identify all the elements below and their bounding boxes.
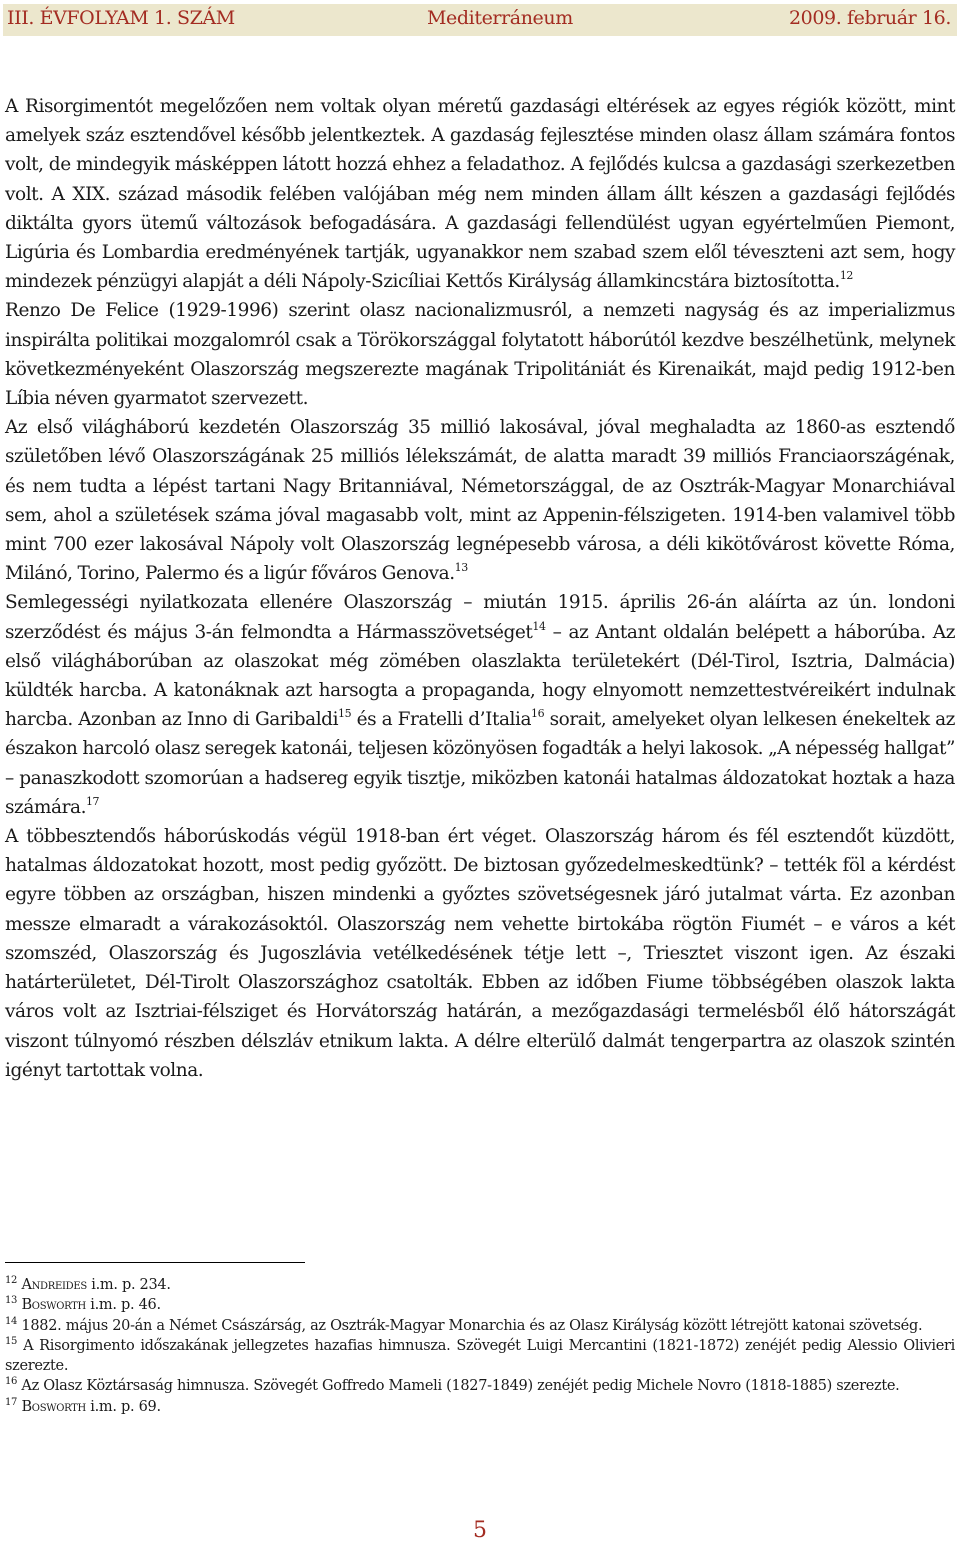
footnote-text: i.m. p. 46. — [85, 1297, 161, 1314]
header-issue: III. ÉVFOLYAM 1. SZÁM — [7, 7, 235, 29]
footnote-number: 17 — [5, 1396, 18, 1408]
footnote-text: i.m. p. 234. — [86, 1277, 171, 1293]
footnote-ref[interactable]: 14 — [532, 619, 546, 633]
footnote — [5, 1397, 955, 1417]
paragraph-text: A többesztendős háborúskodás végül 1918-ban ért véget. Olaszország három és fél esztendőt küzdött, hatalmas áldozatokat hozott, most pedig győzött. De biztosan győzedelmeskedtünk? – tették föl a kérdést egyre többen az országban, hiszen mindenki a győztes szövetségesnek járó jutalmat várta. Ez azonban messze elmaradt a várakozásoktól. Olaszország nem vehette birtokába rögtön Fiumét – e város a két szomszéd, Olaszország és Jugoszlávia vetélkedésének tétje lett –, Triesztet viszont igen. Az északi határterületet, Dél-Tirolt Olaszországhoz csatolták. Ebben az időben Fiume többségében olaszok lakta város volt az Isztriai-félsziget és Horvátország határán, a mezőgazdasági termelésből élő hátországát viszont túlnyomó részben délszláv etnikum lakta. A délre elterülő dalmát tengerpartra az olaszok szintén igényt tartottak volna. — [5, 826, 955, 1081]
footnote-text: A Risorgimento időszakának jellegzetes hazafias himnusza. Szövegét Luigi Mercantini (1821-1872) zenéjét pedig Alessio Olivieri szerezte. — [5, 1337, 955, 1375]
footnote-text: 1882. május 20-án a Német Császárság, az Osztrák-Magyar Monarchia és az Olasz Királyság között létrejött katonai szövetség. — [17, 1317, 923, 1334]
paragraph — [5, 296, 955, 413]
paragraph — [5, 822, 955, 1085]
running-header — [3, 4, 957, 36]
paragraph-text: Semlegességi nyilatkozata ellenére Olaszország – miután 1915. április 26-án aláírta az ún. londoni szerződést és május 3-án felmondta a Hármasszövetséget — [5, 592, 955, 643]
footnote-ref[interactable]: 12 — [839, 269, 853, 283]
footnote-number: 15 — [5, 1335, 18, 1347]
paragraph-text: A Risorgimentót megelőzően nem voltak olyan méretű gazdasági eltérések az egyes régiók között, mint amelyek száz esztendővel később jelentkeztek. A gazdaság fejlesztése minden olasz állam számára fontos volt, de mindegyik másképpen látott hozzá ehhez a feladathoz. A fejlődés kulcsa a gazdasági szerkezetben volt. A XIX. század második felében valójában még nem minden állam állt készen a gazdasági fejlődés diktálta gyors ütemű változások befogadására. A gazdasági fellendülést ugyan egyértelműen Piemont, Ligúria és Lombardia eredményének tartják, ugyanakkor nem szabad szem elől téveszteni azt sem, hogy mindezek pénzügyi alapját a déli Nápoly-Szicíliai Kettős Királyság államkincstára biztosította. — [5, 96, 955, 293]
paragraph — [5, 413, 955, 588]
footnote — [5, 1275, 955, 1295]
footnote-ref[interactable]: 15 — [338, 707, 352, 721]
footnote-text: i.m. p. 69. — [85, 1398, 161, 1415]
page-number: 5 — [473, 1518, 487, 1543]
header-date: 2009. február 16. — [788, 7, 951, 29]
footnote-number: 16 — [5, 1376, 18, 1388]
footnote-number: 13 — [5, 1295, 18, 1307]
footnotes — [5, 1275, 955, 1417]
paragraph-text: – az Antant oldalán belépett a háborúba. Az első világháborúban az olaszokat még zömében olaszlakta területekért (Dél-Tirol, Isztria, Dalmácia) küldték harcba. A katonáknak azt harsogta a propaganda, hogy elnyomott nemzettestvéreikért indulnak harcba. Azonban az Inno di Garibaldi — [5, 621, 955, 731]
footnote — [5, 1295, 955, 1315]
footnote — [5, 1316, 955, 1336]
paragraph — [5, 588, 955, 822]
footnote-ref[interactable]: 16 — [531, 707, 545, 721]
footnote — [5, 1376, 955, 1396]
footnote-author: Bosworth — [21, 1297, 86, 1314]
paragraph-text: és a Fratelli d’Italia — [351, 709, 532, 731]
footnote-divider — [5, 1262, 305, 1263]
footnote-number: 12 — [5, 1275, 18, 1286]
footnote-text: Az Olasz Köztársaság himnusza. Szövegét Goffredo Mameli (1827-1849) zenéjét pedig Michele Novro (1818-1885) szerezte. — [17, 1378, 900, 1395]
footnote-ref[interactable]: 17 — [86, 794, 100, 808]
footnote-ref[interactable]: 13 — [454, 561, 468, 575]
footnote-author: Andreides — [21, 1277, 87, 1293]
footnote-author: Bosworth — [21, 1398, 86, 1415]
paragraph-text: Az első világháború kezdetén Olaszország 35 millió lakosával, jóval meghaladta az 1860-as esztendő születőben lévő Olaszországának 25 milliós lélekszámát, de alatta maradt 39 milliós Franciaországénak, és nem tudta a lépést tartani Nagy Britanniával, Németországgal, de az Osztrák-Magyar Monarchiával sem, ahol a születések száma jóval magasabb volt, mint az Appenin-félszigeten. 1914-ben valamivel több mint 700 ezer lakosával Nápoly volt Olaszország legnépesebb városa, a déli kikötővárost követte Róma, Milánó, Torino, Palermo és a ligúr főváros Genova. — [5, 417, 955, 585]
paragraph-text: Renzo De Felice (1929-1996) szerint olasz nacionalizmusról, a nemzeti nagyság és az imperializmus inspirálta politikai mozgalomról csak a Törökországgal folytatott háborútól kezdve beszélhetünk, melynek következményeként Olaszország megszerezte magának Tripolitániát és Kirenaikát, majd pedig 1912-ben Líbia néven gyarmatot szervezett. — [5, 300, 955, 410]
article-body — [5, 92, 955, 1085]
footnote — [5, 1336, 955, 1377]
paragraph-text: sorait, amelyeket olyan lelkesen énekeltek az északon harcoló olasz seregek katonái, teljesen közönyösen fogadták a helyi lakosok. „A népesség hallgat” – panaszkodott szomorúan a hadsereg egyik tisztje, miközben katonái hatalmas áldozatokat hoztak a haza számára. — [5, 709, 955, 818]
footnote-number: 14 — [5, 1315, 18, 1327]
paragraph — [5, 92, 955, 296]
header-section: Mediterráneum — [427, 7, 573, 29]
